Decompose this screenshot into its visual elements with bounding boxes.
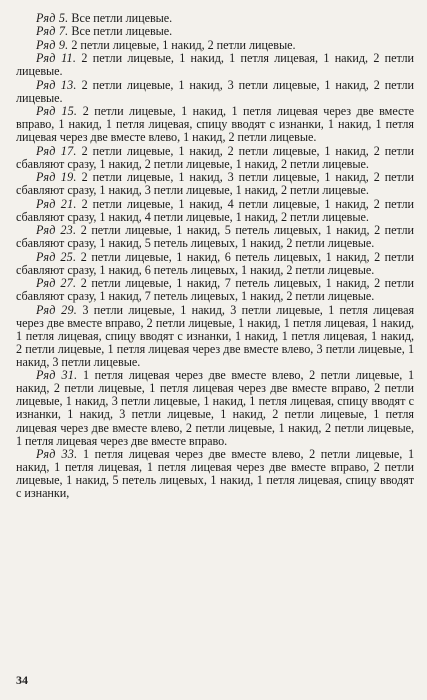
row-label: Ряд 31. — [36, 368, 78, 383]
row-label: Ряд 15. — [36, 104, 78, 119]
row-text: 2 петли лицевые, 1 накид, 6 петель лицевых, 1 накид, 2 петли сбавляют сразу, 1 накид, 6 петель лицевых, 1 накид, 2 петли лицевые. — [16, 249, 414, 277]
row-label: Ряд 17. — [36, 143, 77, 158]
row-text: 2 петли лицевые, 1 накид, 1 петля лицевая через две вместе вправо, 1 накид, 1 петля лицевая, спицу вводят с изнанки, 1 накид, 1 петля лицевая через две вместе влево, 1 накид, 2 петли лицевые. — [16, 104, 414, 145]
row-label: Ряд 19. — [36, 170, 77, 185]
row-instruction — [16, 39, 414, 52]
row-label: Ряд 25. — [36, 249, 77, 264]
row-text: 2 петли лицевые, 1 накид, 2 петли лицевые, 1 накид, 2 петли сбавляют сразу, 1 накид, 2 петли лицевые, 1 накид, 2 петли лицевые. — [16, 143, 415, 171]
row-instruction — [16, 198, 414, 224]
row-label: Ряд 29. — [36, 302, 77, 317]
row-label: Ряд 21. — [36, 196, 77, 211]
row-instruction — [16, 369, 414, 447]
row-text: 2 петли лицевые, 1 накид, 7 петель лицевых, 1 накид, 2 петли сбавляют сразу, 1 накид, 7 петель лицевых, 1 накид, 2 петли лицевые. — [16, 276, 414, 304]
row-label: Ряд 11. — [36, 51, 77, 66]
row-instruction — [16, 79, 414, 105]
row-instruction — [16, 171, 414, 197]
row-text: Все петли лицевые. — [71, 24, 173, 39]
row-label: Ряд 5. — [36, 11, 69, 25]
page-body — [16, 12, 414, 500]
row-text: 2 петли лицевые, 1 накид, 3 петли лицевые, 1 накид, 2 петли сбавляют сразу, 1 накид, 3 петли лицевые, 1 накид, 2 петли лицевые. — [16, 170, 415, 198]
row-text: 2 петли лицевые, 1 накид, 4 петли лицевые, 1 накид, 2 петли сбавляют сразу, 1 накид, 4 петли лицевые, 1 накид, 2 петли лицевые. — [16, 196, 415, 224]
row-label: Ряд 7. — [36, 24, 69, 39]
row-instruction — [16, 304, 414, 369]
row-instruction — [16, 224, 414, 250]
row-instruction — [16, 25, 414, 38]
row-instruction — [16, 251, 414, 277]
row-text: 1 петля лицевая через две вместе влево, 2 петли лицевые, 1 накид, 2 петли лицевые, 1 петля лицевая через две вместе вправо, 2 петли лицевые, 1 накид, 3 петли лицевые, 1 накид, 1 петля лицевая, спицу вводят с изнанки, 1 накид, 3 петли лицевые, 1 накид, 2 петли лицевые, 1 петля лицевая через две вместе влево, 2 петли лицевые, 1 накид, 2 петли лицевые, 1 петля лицевая через две вместе вправо. — [16, 368, 414, 448]
row-text: 2 петли лицевые, 1 накид, 3 петли лицевые, 1 накид, 2 петли лицевые. — [16, 77, 415, 105]
row-text: 2 петли лицевые, 1 накид, 2 петли лицевые. — [71, 37, 296, 52]
row-text: Все петли лицевые. — [71, 11, 173, 25]
row-label: Ряд 33. — [36, 447, 78, 462]
page-number: 34 — [16, 673, 28, 687]
row-label: Ряд 27. — [36, 276, 77, 291]
row-text: 1 петля лицевая через две вместе влево, 2 петли лицевые, 1 накид, 1 петля лицевая, 1 петля лицевая через две вместе вправо, 2 петли лицевые, 1 накид, 5 петель лицевых, 1 накид, 1 петля лицевая, спицу вводят с изнанки, — [16, 447, 414, 501]
row-label: Ряд 9. — [36, 37, 69, 52]
row-instruction — [16, 105, 414, 144]
row-instruction — [16, 145, 414, 171]
row-label: Ряд 23. — [36, 223, 77, 238]
row-text: 3 петли лицевые, 1 накид, 3 петли лицевые, 1 петля лицевая через две вместе вправо, 2 петли лицевые, 1 накид, 1 петля лицевая, 1 накид, 1 петля лицевая, спицу вводят с изнанки, 1 накид, 1 петля лицевая, 1 накид, 2 петли лицевые, 1 петля лицевая через две вместе влево, 3 петли лицевые, 1 накид, 3 петли лицевые. — [16, 302, 415, 369]
row-instruction — [16, 277, 414, 303]
row-label: Ряд 13. — [36, 77, 77, 92]
row-text: 2 петли лицевые, 1 накид, 5 петель лицевых, 1 накид, 2 петли сбавляют сразу, 1 накид, 5 петель лицевых, 1 накид, 2 петли лицевые. — [16, 223, 414, 251]
row-text: 2 петли лицевые, 1 накид, 1 петля лицевая, 1 накид, 2 петли лицевые. — [16, 51, 414, 79]
row-instruction — [16, 448, 414, 500]
row-instruction — [16, 12, 414, 25]
row-instruction — [16, 52, 414, 78]
